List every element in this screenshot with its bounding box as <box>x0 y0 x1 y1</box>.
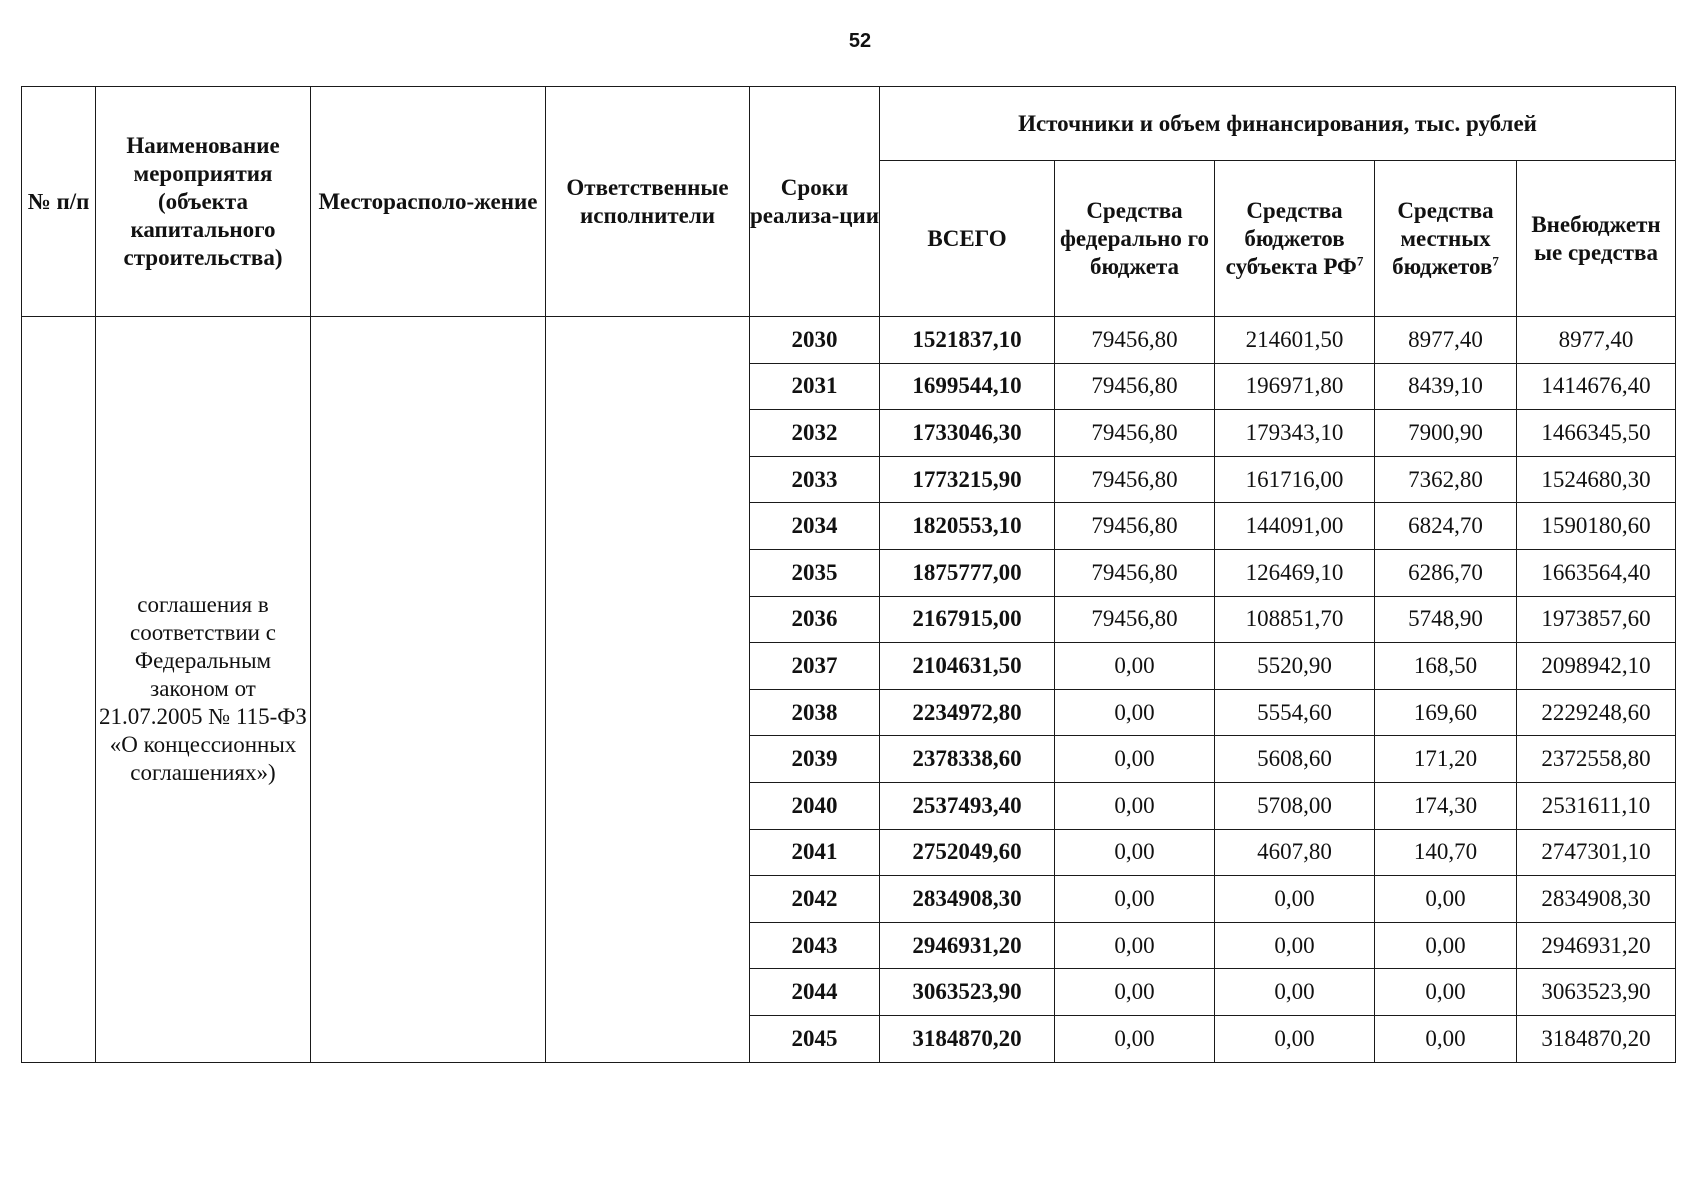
header-subject-footnote: 7 <box>1356 252 1364 268</box>
year-cell: 2031 <box>750 363 880 410</box>
federal-cell: 79456,80 <box>1055 456 1215 503</box>
num-cell <box>22 317 96 1063</box>
subject-cell: 4607,80 <box>1215 829 1375 876</box>
header-local <box>1375 161 1517 317</box>
federal-cell: 79456,80 <box>1055 410 1215 457</box>
local-cell: 0,00 <box>1375 876 1517 923</box>
federal-cell: 0,00 <box>1055 829 1215 876</box>
subject-cell: 0,00 <box>1215 969 1375 1016</box>
federal-cell: 0,00 <box>1055 922 1215 969</box>
total-cell: 1699544,10 <box>880 363 1055 410</box>
extrabudget-cell: 1414676,40 <box>1517 363 1676 410</box>
total-cell: 1875777,00 <box>880 549 1055 596</box>
federal-cell: 0,00 <box>1055 643 1215 690</box>
extrabudget-cell: 2946931,20 <box>1517 922 1676 969</box>
subject-cell: 214601,50 <box>1215 317 1375 364</box>
total-cell: 2946931,20 <box>880 922 1055 969</box>
total-cell: 1521837,10 <box>880 317 1055 364</box>
subject-cell: 179343,10 <box>1215 410 1375 457</box>
total-cell: 1773215,90 <box>880 456 1055 503</box>
local-cell: 0,00 <box>1375 922 1517 969</box>
extrabudget-cell: 2747301,10 <box>1517 829 1676 876</box>
federal-cell: 0,00 <box>1055 969 1215 1016</box>
subject-cell: 108851,70 <box>1215 596 1375 643</box>
total-cell: 1733046,30 <box>880 410 1055 457</box>
header-responsible: Ответственные исполнители <box>546 87 750 317</box>
federal-cell: 79456,80 <box>1055 549 1215 596</box>
local-cell: 174,30 <box>1375 782 1517 829</box>
extrabudget-cell: 2834908,30 <box>1517 876 1676 923</box>
total-cell: 1820553,10 <box>880 503 1055 550</box>
header-num: № п/п <box>22 87 96 317</box>
subject-cell: 5608,60 <box>1215 736 1375 783</box>
local-cell: 7900,90 <box>1375 410 1517 457</box>
year-cell: 2041 <box>750 829 880 876</box>
year-cell: 2043 <box>750 922 880 969</box>
local-cell: 169,60 <box>1375 689 1517 736</box>
federal-cell: 0,00 <box>1055 736 1215 783</box>
extrabudget-cell: 2098942,10 <box>1517 643 1676 690</box>
header-local-label: Средства местных бюджетов <box>1392 197 1494 279</box>
year-cell: 2039 <box>750 736 880 783</box>
header-name: Наименование мероприятия (объекта капитального строительства) <box>96 87 311 317</box>
federal-cell: 0,00 <box>1055 689 1215 736</box>
local-cell: 0,00 <box>1375 1015 1517 1062</box>
year-cell: 2045 <box>750 1015 880 1062</box>
year-cell: 2036 <box>750 596 880 643</box>
location-cell <box>311 317 546 1063</box>
local-cell: 8977,40 <box>1375 317 1517 364</box>
year-cell: 2044 <box>750 969 880 1016</box>
federal-cell: 0,00 <box>1055 876 1215 923</box>
extrabudget-cell: 1973857,60 <box>1517 596 1676 643</box>
financing-table <box>21 86 1676 1063</box>
extrabudget-cell: 3063523,90 <box>1517 969 1676 1016</box>
total-cell: 2234972,80 <box>880 689 1055 736</box>
page-number: 52 <box>848 30 872 52</box>
federal-cell: 79456,80 <box>1055 363 1215 410</box>
subject-cell: 126469,10 <box>1215 549 1375 596</box>
header-sources-group: Источники и объем финансирования, тыс. рублей <box>880 87 1676 161</box>
extrabudget-cell: 8977,40 <box>1517 317 1676 364</box>
total-cell: 2752049,60 <box>880 829 1055 876</box>
subject-cell: 5554,60 <box>1215 689 1375 736</box>
federal-cell: 79456,80 <box>1055 596 1215 643</box>
extrabudget-cell: 1466345,50 <box>1517 410 1676 457</box>
year-cell: 2033 <box>750 456 880 503</box>
extrabudget-cell: 1663564,40 <box>1517 549 1676 596</box>
local-cell: 8439,10 <box>1375 363 1517 410</box>
federal-cell: 0,00 <box>1055 1015 1215 1062</box>
local-cell: 7362,80 <box>1375 456 1517 503</box>
local-cell: 5748,90 <box>1375 596 1517 643</box>
header-federal: Средства федерально го бюджета <box>1055 161 1215 317</box>
header-extrabudget: Внебюджетн ые средства <box>1517 161 1676 317</box>
subject-cell: 161716,00 <box>1215 456 1375 503</box>
federal-cell: 0,00 <box>1055 782 1215 829</box>
subject-cell: 0,00 <box>1215 1015 1375 1062</box>
local-cell: 171,20 <box>1375 736 1517 783</box>
year-cell: 2032 <box>750 410 880 457</box>
header-subject-label: Средства бюджетов субъекта РФ <box>1225 197 1357 279</box>
extrabudget-cell: 2531611,10 <box>1517 782 1676 829</box>
subject-cell: 144091,00 <box>1215 503 1375 550</box>
total-cell: 2537493,40 <box>880 782 1055 829</box>
header-location: Месторасполо-жение <box>311 87 546 317</box>
local-cell: 0,00 <box>1375 969 1517 1016</box>
header-local-footnote: 7 <box>1492 252 1499 268</box>
subject-cell: 5708,00 <box>1215 782 1375 829</box>
extrabudget-cell: 3184870,20 <box>1517 1015 1676 1062</box>
extrabudget-cell: 1590180,60 <box>1517 503 1676 550</box>
table-row <box>22 317 1676 364</box>
federal-cell: 79456,80 <box>1055 317 1215 364</box>
total-cell: 2834908,30 <box>880 876 1055 923</box>
header-subject <box>1215 161 1375 317</box>
local-cell: 140,70 <box>1375 829 1517 876</box>
year-cell: 2030 <box>750 317 880 364</box>
year-cell: 2038 <box>750 689 880 736</box>
responsible-cell <box>546 317 750 1063</box>
year-cell: 2042 <box>750 876 880 923</box>
year-cell: 2040 <box>750 782 880 829</box>
header-total: ВСЕГО <box>880 161 1055 317</box>
total-cell: 3063523,90 <box>880 969 1055 1016</box>
total-cell: 2167915,00 <box>880 596 1055 643</box>
extrabudget-cell: 2372558,80 <box>1517 736 1676 783</box>
federal-cell: 79456,80 <box>1055 503 1215 550</box>
local-cell: 6824,70 <box>1375 503 1517 550</box>
event-name-cell: соглашения в соответствии с Федеральным законом от 21.07.2005 № 115-ФЗ «О концессионных соглашениях») <box>96 317 311 1063</box>
total-cell: 2378338,60 <box>880 736 1055 783</box>
extrabudget-cell: 2229248,60 <box>1517 689 1676 736</box>
subject-cell: 196971,80 <box>1215 363 1375 410</box>
subject-cell: 0,00 <box>1215 922 1375 969</box>
subject-cell: 0,00 <box>1215 876 1375 923</box>
extrabudget-cell: 1524680,30 <box>1517 456 1676 503</box>
year-cell: 2037 <box>750 643 880 690</box>
table-body <box>22 317 1676 1063</box>
year-cell: 2035 <box>750 549 880 596</box>
local-cell: 168,50 <box>1375 643 1517 690</box>
subject-cell: 5520,90 <box>1215 643 1375 690</box>
total-cell: 3184870,20 <box>880 1015 1055 1062</box>
total-cell: 2104631,50 <box>880 643 1055 690</box>
header-period: Сроки реализа-ции <box>750 87 880 317</box>
year-cell: 2034 <box>750 503 880 550</box>
local-cell: 6286,70 <box>1375 549 1517 596</box>
